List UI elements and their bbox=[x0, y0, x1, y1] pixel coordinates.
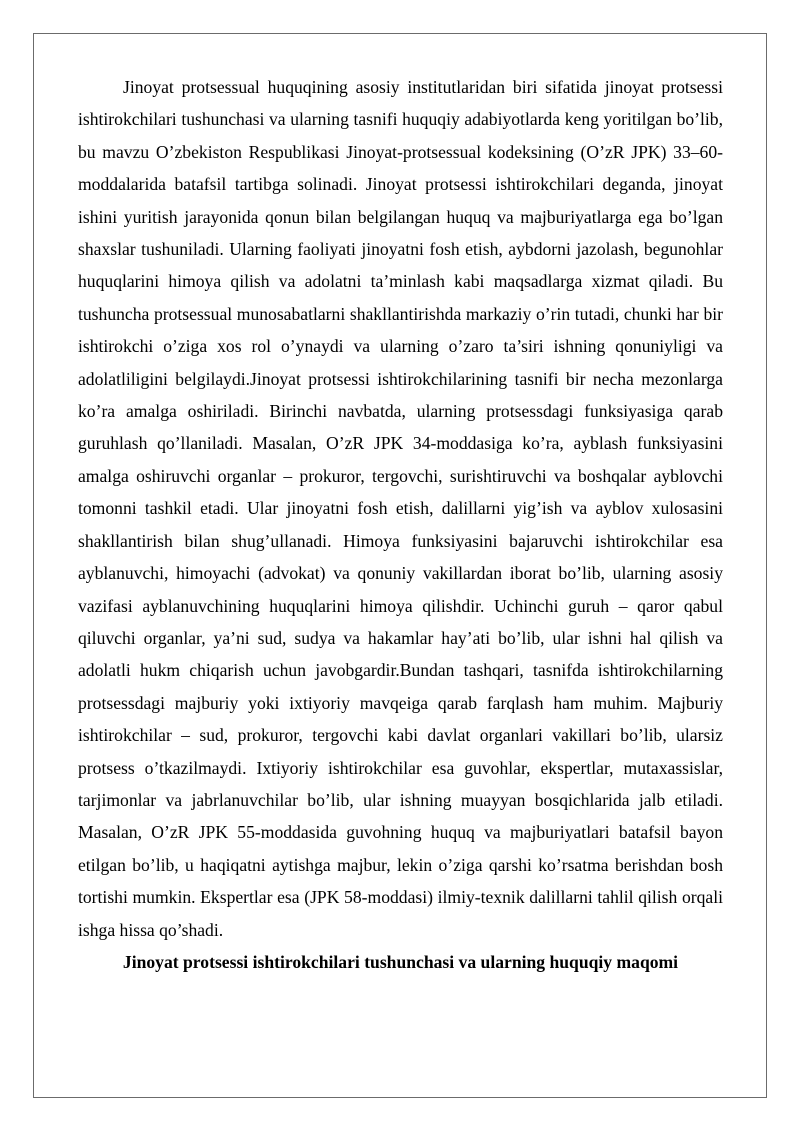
body-paragraph: Jinoyat protsessual huquqining asosiy institutlaridan biri sifatida jinoyat protsessi ishtirokchilari tushunchasi va ularning tasnifi huquqiy adabiyotlarda keng yoritilgan bo’lib, bu mavzu O’zbekiston Respublikasi Jinoyat-protsessual kodeksining (O’zR JPK) 33–60-moddalarida batafsil tartibga solinadi. Jinoyat protsessi ishtirokchilari deganda, jinoyat ishini yuritish jarayonida qonun bilan belgilangan huquq va majburiyatlarga ega bo’lgan shaxslar tushuniladi. Ularning faoliyati jinoyatni fosh etish, aybdorni jazolash, begunohlar huquqlarini himoya qilish va adolatni ta’minlash kabi maqsadlarga xizmat qiladi. Bu tushuncha protsessual munosabatlarni shakllantirishda markaziy o’rin tutadi, chunki har bir ishtirokchi o’ziga xos rol o’ynaydi va ularning o’zaro ta’siri ishning qonuniyligi va adolatliligini belgilaydi.Jinoyat protsessi ishtirokchilarining tasnifi bir necha mezonlarga ko’ra amalga oshiriladi. Birinchi navbatda, ularning protsessdagi funksiyasiga qarab guruhlash qo’llaniladi. Masalan, O’zR JPK 34-moddasiga ko’ra, ayblash funksiyasini amalga oshiruvchi organlar – prokuror, tergovchi, surishtiruvchi va boshqalar ayblovchi tomonni tashkil etadi. Ular jinoyatni fosh etish, dalillarni yig’ish va ayblov xulosasini shakllantirish bilan shug’ullanadi. Himoya funksiyasini bajaruvchi ishtirokchilar esa ayblanuvchi, himoyachi (advokat) va qonuniy vakillardan iborat bo’lib, ularning asosiy vazifasi ayblanuvchining huquqlarini himoya qilishdir. Uchinchi guruh – qaror qabul qiluvchi organlar, ya’ni sud, sudya va hakamlar hay’ati bo’lib, ular ishni hal qilish va adolatli hukm chiqarish uchun javobgardir.Bundan tashqari, tasnifda ishtirokchilarning protsessdagi majburiy yoki ixtiyoriy mavqeiga qarab farqlash ham muhim. Majburiy ishtirokchilar – sud, prokuror, tergovchi kabi davlat organlari vakillari bo’lib, ularsiz protsess o’tkazilmaydi. Ixtiyoriy ishtirokchilar esa guvohlar, ekspertlar, mutaxassislar, tarjimonlar va jabrlanuvchilar bo’lib, ular ishning muayyan bosqichlarida jalb etiladi. Masalan, O’zR JPK 55-moddasida guvohning huquq va majburiyatlari batafsil bayon etilgan bo’lib, u haqiqatni aytishga majbur, lekin o’ziga qarshi ko’rsatma berishdan bosh tortishi mumkin. Ekspertlar esa (JPK 58-moddasi) ilmiy-texnik dalillarni tahlil qilish orqali ishga hissa qo’shadi. bbox=[78, 77, 723, 940]
section-heading: Jinoyat protsessi ishtirokchilari tushunchasi va ularning huquqiy maqomi bbox=[122, 951, 679, 972]
document-body bbox=[78, 71, 723, 978]
